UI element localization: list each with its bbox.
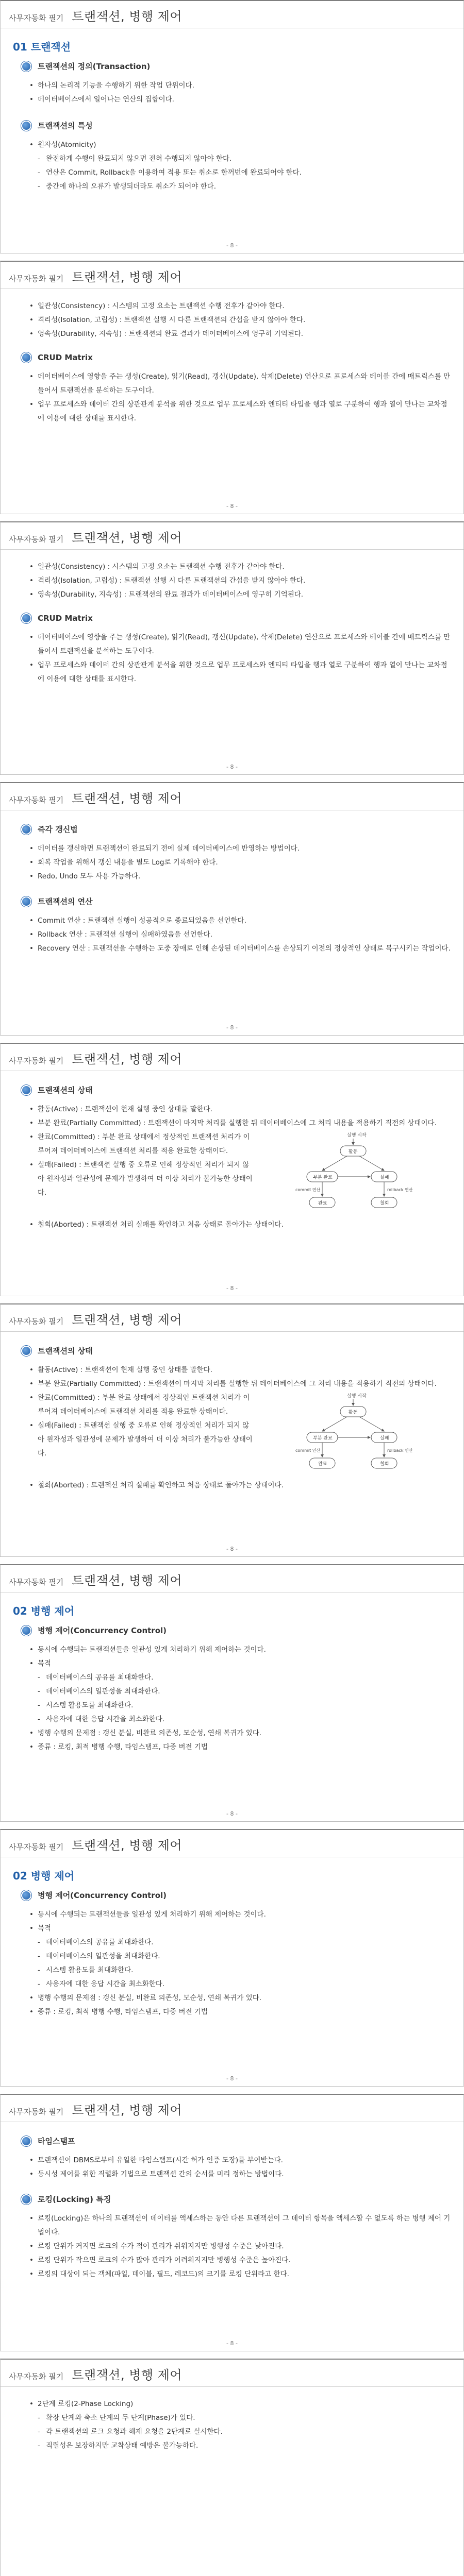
svg-text:철회: 철회 xyxy=(380,1201,389,1206)
subheading: 병행 제어(Concurrency Control) xyxy=(21,1625,451,1636)
list-item: • 격리성(Isolation, 고립성) : 트랜잭션 실행 시 다른 트랜잭션의 간섭을 받지 않아야 한다. xyxy=(29,574,451,588)
page-header xyxy=(1,1565,463,1592)
subheading: 로킹(Locking) 특징 xyxy=(21,2194,451,2205)
slide-page xyxy=(0,1043,464,1296)
svg-text:실패: 실패 xyxy=(380,1436,389,1441)
list-item: • 하나의 논리적 기능을 수행하기 위한 작업 단위이다. xyxy=(29,79,451,93)
header-title: 트랜잭션, 병행 제어 xyxy=(72,2103,183,2117)
list-item: • 로킹 단위가 작으면 로크의 수가 많아 관리가 어려워지지만 병행성 수준은 높아진다. xyxy=(29,2253,451,2267)
list-item: • 일관성(Consistency) : 시스템의 고정 요소는 트랜잭션 수행 전후가 같아야 한다. xyxy=(29,560,451,574)
header-brand: 사무자동화 필기 xyxy=(9,1578,64,1587)
list-item: • 동시성 제어를 위한 직렬화 기법으로 트랜잭션 간의 순서를 미리 정하는 방법이다. xyxy=(29,2167,451,2181)
list-item: • 업무 프로세스와 데이터 간의 상관관계 분석을 위한 것으로 업무 프로세스와 엔티티 타입을 행과 열로 구분하여 행과 열이 만나는 교차점에 이용에 대한 상태를 표시한다. xyxy=(29,658,451,686)
list-item: • Rollback 연산 : 트랜잭션 실행이 실패하였음을 선언한다. xyxy=(29,928,451,942)
list-item: • 로킹 단위가 커지면 로크의 수가 적어 관리가 쉬워지지만 병행성 수준은 낮아진다. xyxy=(29,2240,451,2253)
section-title: 02 병행 제어 xyxy=(13,1605,75,1617)
list-item: • 데이터를 갱신하면 트랜잭션이 완료되기 전에 실제 데이터베이스에 반영하는 방법이다. xyxy=(29,842,451,856)
svg-text:commit 연산: commit 연산 xyxy=(295,1188,321,1192)
slide-page xyxy=(0,1829,464,2087)
header-brand: 사무자동화 필기 xyxy=(9,1317,64,1326)
page-number: - 8 - xyxy=(226,1024,238,1031)
list-item: - 데이터베이스의 공유를 최대화한다. xyxy=(38,1671,451,1685)
header-title: 트랜잭션, 병행 제어 xyxy=(72,2368,183,2382)
list-item: • Commit 연산 : 트랜잭션 실행이 성공적으로 종료되었음을 선언한다. xyxy=(29,914,451,928)
list-item: • 로킹의 대상이 되는 객체(파일, 데이블, 필드, 레코드)의 크기를 로킹 단위라고 한다. xyxy=(29,2267,451,2281)
list-item: • 데이터베이스에 영향을 주는 생성(Create), 읽기(Read), 갱신(Update), 삭제(Delete) 연산으로 프로세스와 테이블 간에 매트릭스를 만들어서 트랜잭션을 분석하는 도구이다. xyxy=(29,631,451,658)
list-item: • 실패(Failed) : 트랜잭션 실행 중 오류로 인해 정상적인 처리가 되지 않아 원자성과 일관성에 문제가 발생하여 더 이상 처리가 불가능한 상태이다. xyxy=(29,1158,255,1200)
page-header xyxy=(1,2360,463,2387)
list-item: - 연산은 Commit, Rollback을 이용하여 적용 또는 취소로 한꺼번에 완료되어야 한다. xyxy=(38,166,451,180)
bullet-circle-icon xyxy=(21,2136,31,2146)
subheading: 병행 제어(Concurrency Control) xyxy=(21,1890,451,1901)
list-item: • 트랜잭션이 DBMS로부터 유일한 타임스탬프(시간 허가 인증 도장)를 부여받는다. xyxy=(29,2154,451,2167)
svg-text:완료: 완료 xyxy=(318,1201,327,1206)
list-item: • 업무 프로세스와 데이터 간의 상관관계 분석을 위한 것으로 업무 프로세스와 엔티티 타입을 행과 열로 구분하여 행과 열이 만나는 교차점에 이용에 대한 상태를 표시한다. xyxy=(29,398,451,426)
svg-text:활동: 활동 xyxy=(349,1149,358,1155)
header-title: 트랜잭션, 병행 제어 xyxy=(72,1838,183,1853)
slide-page xyxy=(0,1564,464,1822)
svg-text:rollback 연산: rollback 연산 xyxy=(387,1188,413,1192)
list-item: - 완전하게 수행이 완료되지 않으면 전혀 수행되지 않아야 한다. xyxy=(38,152,451,166)
header-title: 트랜잭션, 병행 제어 xyxy=(72,791,183,806)
header-brand: 사무자동화 필기 xyxy=(9,274,64,283)
slide-page xyxy=(0,0,464,253)
header-brand: 사무자동화 필기 xyxy=(9,2107,64,2116)
bullet-circle-icon xyxy=(21,1890,31,1901)
bullet-circle-icon xyxy=(21,121,31,131)
header-brand: 사무자동화 필기 xyxy=(9,13,64,23)
page-number: - 8 - xyxy=(226,2075,238,2082)
bullet-circle-icon xyxy=(21,352,31,363)
list-item: • 동시에 수행되는 트랜잭션들을 일관성 있게 처리하기 위해 제어하는 것이다. xyxy=(29,1643,451,1657)
subheading: 트랜잭션의 특성 xyxy=(21,120,451,131)
slide-page xyxy=(0,2094,464,2351)
list-item: • 동시에 수행되는 트랜잭션들을 일관성 있게 처리하기 위해 제어하는 것이다. xyxy=(29,1908,451,1922)
svg-text:실패: 실패 xyxy=(380,1175,389,1180)
svg-text:부분 완료: 부분 완료 xyxy=(313,1436,333,1441)
page-number: - 8 - xyxy=(226,503,238,510)
list-item: - 중간에 하나의 오류가 발생되더라도 취소가 되어야 한다. xyxy=(38,180,451,194)
state-diagram xyxy=(255,1130,451,1218)
svg-text:부분 완료: 부분 완료 xyxy=(313,1175,333,1180)
header-brand: 사무자동화 필기 xyxy=(9,535,64,544)
list-item: • 종류 : 로킹, 최적 병행 수행, 타임스탬프, 다중 버전 기법 xyxy=(29,2005,451,2019)
bullet-circle-icon xyxy=(21,1625,31,1636)
svg-text:활동: 활동 xyxy=(349,1410,358,1415)
list-item: • 원자성(Atomicity) xyxy=(29,138,451,152)
subheading: 트랜잭션의 상태 xyxy=(21,1084,451,1095)
list-item: • 데이터베이스에서 일어나는 연산의 집합이다. xyxy=(29,93,451,107)
list-item: • 영속성(Durability, 지속성) : 트랜잭션의 완료 결과가 데이터베이스에 영구히 기억된다. xyxy=(29,327,451,341)
list-item: • 병행 수행의 문제점 : 갱신 분실, 비완료 의존성, 모순성, 연쇄 복귀가 있다. xyxy=(29,1991,451,2005)
list-item: - 데이터베이스의 일관성을 최대화한다. xyxy=(38,1685,451,1699)
list-item: • 데이터베이스에 영향을 주는 생성(Create), 읽기(Read), 갱신(Update), 삭제(Delete) 연산으로 프로세스와 테이블 간에 매트릭스를 만들어서 트랜잭션을 분석하는 도구이다. xyxy=(29,370,451,398)
svg-text:rollback 연산: rollback 연산 xyxy=(387,1448,413,1453)
list-item: • 종류 : 로킹, 최적 병행 수행, 타임스탬프, 다중 버전 기법 xyxy=(29,1740,451,1754)
subheading: CRUD Matrix xyxy=(21,352,451,363)
list-item: • 철회(Aborted) : 트랜잭션 처리 실패를 확인하고 처음 상태로 돌아가는 상태이다. xyxy=(29,1479,451,1493)
diagram-start-label: 실행 시작 xyxy=(347,1133,367,1138)
subheading: CRUD Matrix xyxy=(21,613,451,623)
list-item: • 완료(Committed) : 부분 완료 상태에서 정상적인 트랜잭션 처리가 이루어져 데이터베이스에 트랜잭션 처리를 적용 완료한 상태이다. xyxy=(29,1130,255,1158)
svg-text:완료: 완료 xyxy=(318,1462,327,1467)
header-title: 트랜잭션, 병행 제어 xyxy=(72,531,183,545)
header-title: 트랜잭션, 병행 제어 xyxy=(72,9,183,24)
page-number: - 8 - xyxy=(226,2340,238,2347)
header-title: 트랜잭션, 병행 제어 xyxy=(72,1573,183,1588)
section-title: 01 트랜잭션 xyxy=(13,41,71,53)
list-item: - 시스템 활용도를 최대화한다. xyxy=(38,1963,451,1977)
page-number: - 8 - xyxy=(226,764,238,770)
bullet-circle-icon xyxy=(21,61,31,72)
bullet-circle-icon xyxy=(21,613,31,623)
page-header xyxy=(1,2095,463,2122)
bullet-circle-icon xyxy=(21,896,31,907)
list-item: • Redo, Undo 모두 사용 가능하다. xyxy=(29,870,451,884)
list-item: • 실패(Failed) : 트랜잭션 실행 중 오류로 인해 정상적인 처리가 되지 않아 원자성과 일관성에 문제가 발생하여 더 이상 처리가 불가능한 상태이다. xyxy=(29,1419,255,1461)
bullet-circle-icon xyxy=(21,824,31,835)
header-title: 트랜잭션, 병행 제어 xyxy=(72,1313,183,1327)
list-item: • 2단계 로킹(2-Phase Locking) xyxy=(29,2397,451,2411)
page-number: - 8 - xyxy=(226,242,238,249)
header-brand: 사무자동화 필기 xyxy=(9,1842,64,1852)
page-header xyxy=(1,1044,463,1071)
header-title: 트랜잭션, 병행 제어 xyxy=(72,270,183,284)
list-item: • 영속성(Durability, 지속성) : 트랜잭션의 완료 결과가 데이터베이스에 영구히 기억된다. xyxy=(29,588,451,602)
slide-page xyxy=(0,521,464,775)
list-item: - 데이터베이스의 공유를 최대화한다. xyxy=(38,1936,451,1950)
page-header xyxy=(1,262,463,289)
list-item: • 활동(Active) : 트랜잭션이 현재 실행 중인 상태를 말한다. xyxy=(29,1363,451,1377)
bullet-circle-icon xyxy=(21,1085,31,1095)
slide-page xyxy=(0,782,464,1036)
list-item: • 목적 xyxy=(29,1922,451,1936)
slide-page xyxy=(0,261,464,514)
page-header xyxy=(1,1,463,28)
list-item: • 철회(Aborted) : 트랜잭션 처리 실패를 확인하고 처음 상태로 돌아가는 상태이다. xyxy=(29,1218,451,1232)
list-item: • 부분 완료(Partially Committed) : 트랜잭션이 마지막 처리를 실행한 뒤 데이터베이스에 그 처리 내용을 적용하기 직전의 상태이다. xyxy=(29,1377,451,1391)
slide-page xyxy=(0,2359,464,2576)
list-item: - 확장 단계와 축소 단계의 두 단계(Phase)가 있다. xyxy=(38,2411,451,2425)
header-title: 트랜잭션, 병행 제어 xyxy=(72,1052,183,1066)
subheading: 트랜잭션의 상태 xyxy=(21,1345,451,1356)
list-item: - 사용자에 대한 응답 시간을 최소화한다. xyxy=(38,1713,451,1726)
list-item: - 각 트랜잭션의 로크 요청과 해제 요청을 2단계로 실시한다. xyxy=(38,2425,451,2439)
list-item: • 회복 작업을 위해서 갱신 내용을 별도 Log로 기록해야 한다. xyxy=(29,856,451,870)
diagram-start-label: 실행 시작 xyxy=(347,1394,367,1399)
list-item: - 데이터베이스의 일관성을 최대화한다. xyxy=(38,1950,451,1963)
subheading: 트랜잭션의 연산 xyxy=(21,896,451,907)
section-title: 02 병행 제어 xyxy=(13,1870,75,1882)
list-item: • 격리성(Isolation, 고립성) : 트랜잭션 실행 시 다른 트랜잭션의 간섭을 받지 않아야 한다. xyxy=(29,313,451,327)
list-item: • 활동(Active) : 트랜잭션이 현재 실행 중인 상태를 말한다. xyxy=(29,1103,451,1116)
list-item: • 목적 xyxy=(29,1657,451,1671)
list-item: • Recovery 연산 : 트랜잭션을 수행하는 도중 장애로 인해 손상된 데이터베이스를 손상되기 이전의 정상적인 상태로 복구시키는 작업이다. xyxy=(29,942,451,956)
svg-text:철회: 철회 xyxy=(380,1462,389,1467)
page-header xyxy=(1,783,463,810)
page-number: - 8 - xyxy=(226,1285,238,1292)
header-brand: 사무자동화 필기 xyxy=(9,1056,64,1065)
list-item: • 부분 완료(Partially Committed) : 트랜잭션이 마지막 처리를 실행한 뒤 데이터베이스에 그 처리 내용을 적용하기 직전의 상태이다. xyxy=(29,1116,451,1130)
subheading: 즉각 갱신법 xyxy=(21,824,451,835)
list-item: • 완료(Committed) : 부분 완료 상태에서 정상적인 트랜잭션 처리가 이루어져 데이터베이스에 트랜잭션 처리를 적용 완료한 상태이다. xyxy=(29,1391,255,1419)
subheading: 트랜잭션의 정의(Transaction) xyxy=(21,61,451,72)
page-number: - 8 - xyxy=(226,1546,238,1552)
list-item: - 사용자에 대한 응답 시간을 최소화한다. xyxy=(38,1977,451,1991)
subheading: 타임스탬프 xyxy=(21,2136,451,2146)
header-brand: 사무자동화 필기 xyxy=(9,795,64,805)
list-item: • 로킹(Locking)은 하나의 트랜잭션이 데이터를 액세스하는 동안 다른 트랜잭션이 그 데이터 항목을 액세스할 수 없도록 하는 병행 제어 기법이다. xyxy=(29,2212,451,2240)
svg-text:commit 연산: commit 연산 xyxy=(295,1448,321,1453)
list-item: • 병행 수행의 문제점 : 갱신 분실, 비완료 의존성, 모순성, 연쇄 복귀가 있다. xyxy=(29,1726,451,1740)
bullet-circle-icon xyxy=(21,2194,31,2205)
state-diagram xyxy=(255,1391,451,1479)
page-number: - 8 - xyxy=(226,1810,238,1817)
bullet-circle-icon xyxy=(21,1346,31,1356)
header-brand: 사무자동화 필기 xyxy=(9,2372,64,2381)
list-item: - 시스템 활용도를 최대화한다. xyxy=(38,1699,451,1713)
page-header xyxy=(1,522,463,550)
slide-page xyxy=(0,1303,464,1557)
list-item: • 일관성(Consistency) : 시스템의 고정 요소는 트랜잭션 수행 전후가 같아야 한다. xyxy=(29,299,451,313)
page-header xyxy=(1,1830,463,1857)
list-item: - 직렬성은 보장하지만 교착상태 예방은 불가능하다. xyxy=(38,2439,451,2453)
page-header xyxy=(1,1304,463,1332)
